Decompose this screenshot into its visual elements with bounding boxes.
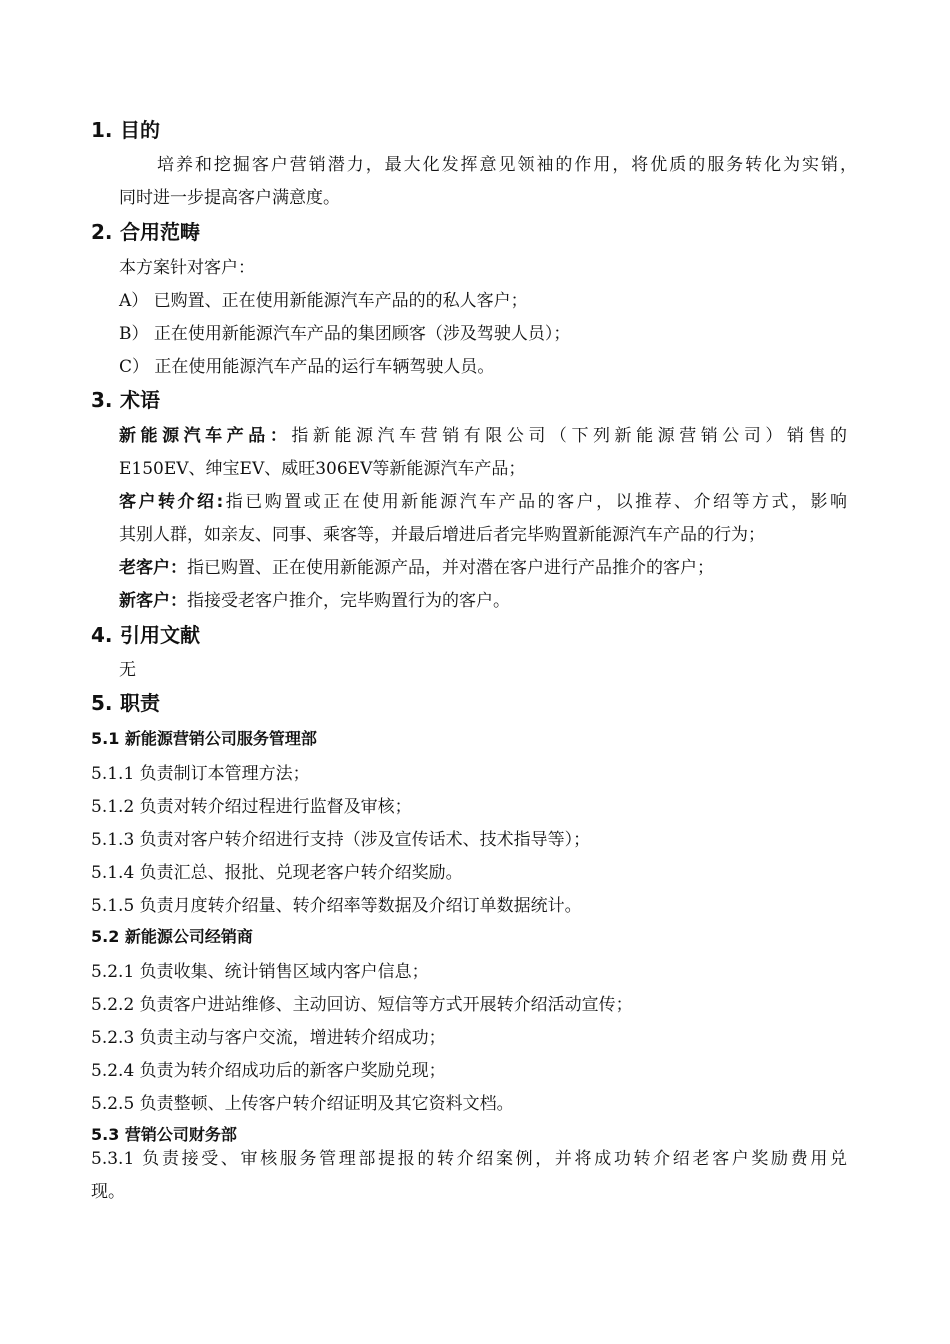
term-new-customer: [119, 586, 510, 611]
subsection-heading-dealer: 5.2 新能源公司经销商: [91, 927, 253, 946]
section-title: 职责: [120, 691, 160, 715]
section-heading-scope: [91, 216, 200, 245]
scope-item-a: A） 已购置、正在使用新能源汽车产品的的私人客户；: [119, 291, 528, 311]
duty-item: 5.1.2 负责对转介绍过程进行监督及审核；: [91, 797, 412, 817]
purpose-line-2: 同时进一步提高客户满意度。: [119, 188, 340, 208]
term-definition: 指已购置、正在使用新能源产品，并对潜在客户进行产品推介的客户；: [187, 558, 714, 578]
subsection-heading-service-dept: 5.1 新能源营销公司服务管理部: [91, 729, 317, 748]
term-label: 客户转介绍:: [119, 492, 224, 512]
section-number: 2.: [91, 220, 113, 244]
duty-item: 5.1.4 负责汇总、报批、兑现老客户转介绍奖励。: [91, 863, 463, 883]
subsection-heading-finance: 5.3 营销公司财务部: [91, 1125, 237, 1144]
duty-item: 5.2.4 负责为转介绍成功后的新客户奖励兑现；: [91, 1061, 446, 1081]
duty-item: 5.1.5 负责月度转介绍量、转介绍率等数据及介绍订单数据统计。: [91, 896, 582, 916]
term-label: 老客户：: [119, 558, 187, 578]
section-number: 3.: [91, 388, 113, 412]
section-heading-purpose: [91, 114, 160, 143]
duty-item: 5.2.2 负责客户进站维修、主动回访、短信等方式开展转介绍活动宣传；: [91, 995, 633, 1015]
section-heading-terms: [91, 384, 160, 413]
term-new-energy-product: [119, 421, 847, 446]
scope-intro: 本方案针对客户：: [119, 258, 255, 278]
scope-item-b: B） 正在使用新能源汽车产品的集团顾客（涉及驾驶人员）；: [119, 324, 571, 344]
duty-item: 5.2.3 负责主动与客户交流，增进转介绍成功；: [91, 1028, 446, 1048]
duty-item: 5.2.1 负责收集、统计销售区域内客户信息；: [91, 962, 429, 982]
section-title: 引用文献: [120, 623, 200, 647]
term-new-energy-product-cont: E150EV、绅宝EV、威旺306EV等新能源汽车产品；: [119, 459, 526, 479]
duty-item: 5.3.1 负责接受、审核服务管理部提报的转介绍案例，并将成功转介绍老客户奖励费用兑: [91, 1149, 847, 1169]
duty-item-cont: 现。: [91, 1182, 125, 1202]
purpose-line-1: 培养和挖掘客户营销潜力，最大化发挥意见领袖的作用，将优质的服务转化为实销，: [157, 155, 857, 175]
term-definition: 指已购置或正在使用新能源汽车产品的客户，以推荐、介绍等方式，影响: [223, 492, 847, 512]
section-title: 目的: [120, 118, 160, 142]
duty-item: 5.2.5 负责整顿、上传客户转介绍证明及其它资料文档。: [91, 1094, 514, 1114]
section-heading-references: [91, 619, 200, 648]
term-definition: 指新能源汽车营销有限公司（下列新能源营销公司）销售的: [291, 426, 848, 446]
section-number: 5.: [91, 691, 113, 715]
term-label: 新能源汽车产品：: [119, 426, 292, 446]
term-label: 新客户：: [119, 591, 187, 611]
section-title: 合用范畴: [120, 220, 200, 244]
section-title: 术语: [120, 388, 160, 412]
section-heading-duties: [91, 687, 160, 716]
references-text: 无: [119, 660, 136, 680]
term-customer-referral-cont: 其别人群，如亲友、同事、乘客等，并最后增进后者完毕购置新能源汽车产品的行为；: [119, 525, 765, 545]
duty-item: 5.1.1 负责制订本管理方法；: [91, 764, 310, 784]
term-old-customer: [119, 553, 714, 578]
scope-item-c: C） 正在使用能源汽车产品的运行车辆驾驶人员。: [119, 357, 495, 377]
duty-item: 5.1.3 负责对客户转介绍进行支持（涉及宣传话术、技术指导等）；: [91, 830, 591, 850]
section-number: 1.: [91, 118, 113, 142]
section-number: 4.: [91, 623, 113, 647]
term-customer-referral: [119, 487, 847, 512]
term-definition: 指接受老客户推介，完毕购置行为的客户。: [187, 591, 510, 611]
